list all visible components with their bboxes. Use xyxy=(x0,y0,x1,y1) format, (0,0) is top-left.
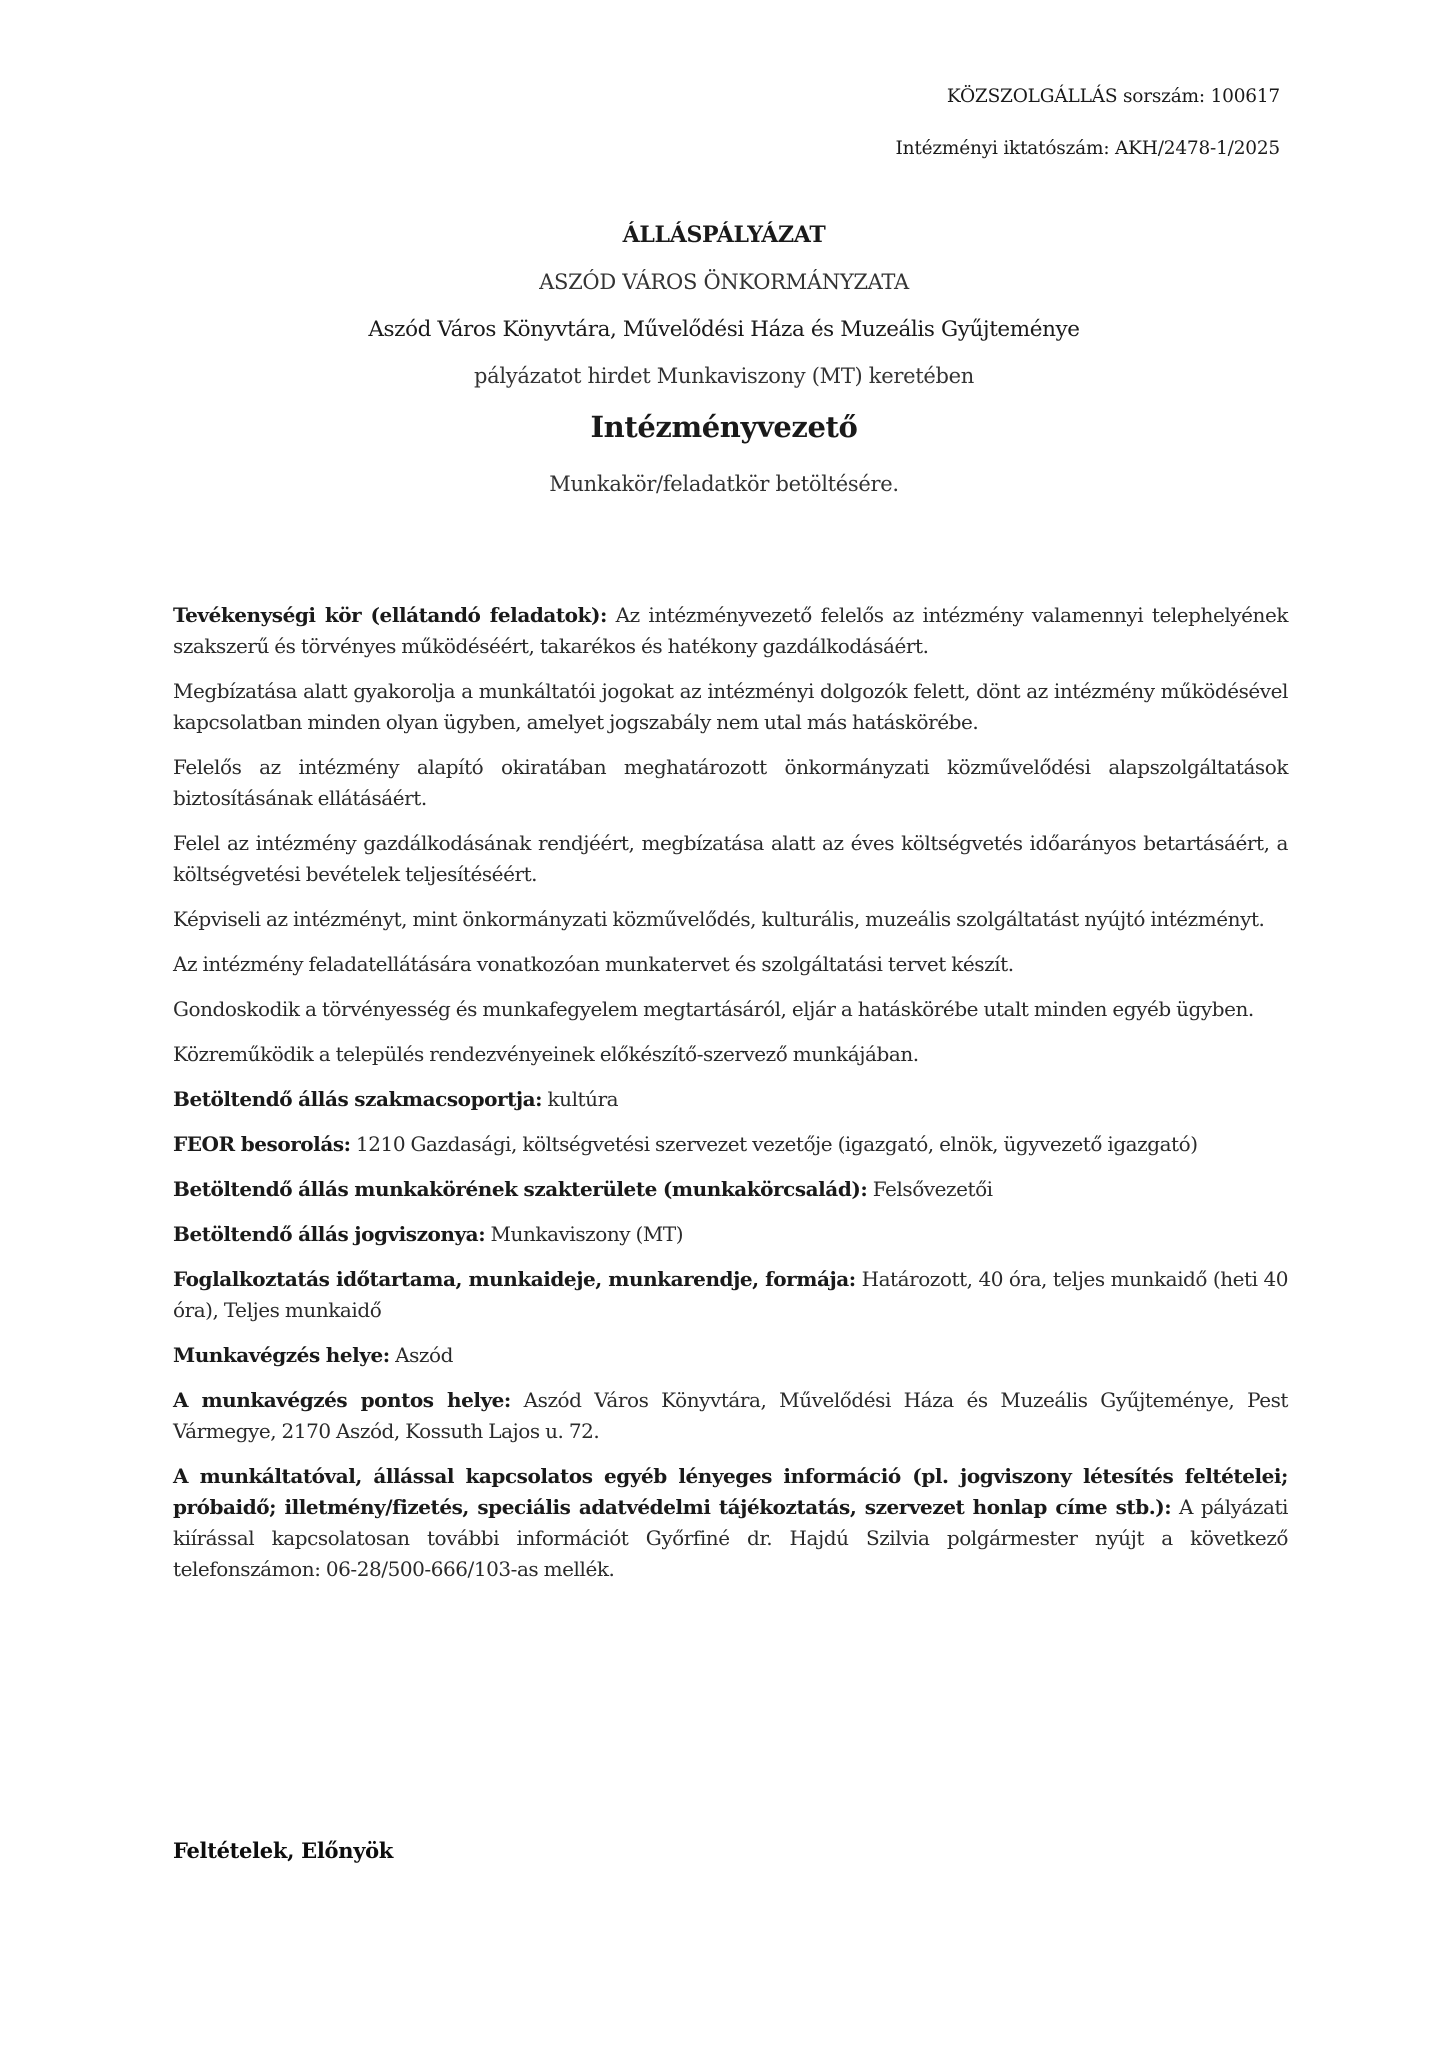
field-feor-classification xyxy=(173,1129,1288,1160)
institution-name: Aszód Város Könyvtára, Művelődési Háza és Muzeális Gyűjteménye xyxy=(368,317,1080,342)
field-job-family xyxy=(173,1174,1288,1205)
field-label: A munkavégzés pontos helye: xyxy=(173,1388,511,1412)
document-title: ÁLLÁSPÁLYÁZAT xyxy=(622,222,826,248)
service-serial-number: KÖZSZOLGÁLLÁS sorszám: 100617 xyxy=(946,86,1280,107)
duty-paragraph: Megbízatása alatt gyakorolja a munkáltatói jogokat az intézményi dolgozók felett, dönt az intézmény működésével kapcsolatban minden olyan ügyben, amelyet jogszabály nem utal más hatáskörébe. xyxy=(173,679,1288,734)
field-label: FEOR besorolás: xyxy=(173,1132,351,1156)
field-value: A pályázati kiírással kapcsolatosan további információt Győrfiné dr. Hajdú Szilvia polgármester nyújt a következő telefonszámon: 06-28/500-666/103-as mellék. xyxy=(173,1495,1289,1581)
field-employment-terms xyxy=(173,1264,1288,1326)
field-value: Felsővezetői xyxy=(867,1177,993,1201)
document-body xyxy=(173,600,1288,1599)
duties-label: Tevékenységi kör (ellátandó feladatok): xyxy=(173,603,607,627)
field-label: Betöltendő állás jogviszonya: xyxy=(173,1222,486,1246)
position-title: Intézményvezető xyxy=(590,410,858,444)
field-label: Foglalkoztatás időtartama, munkaideje, munkarendje, formája: xyxy=(173,1267,856,1291)
duties-intro-text: Az intézményvezető felelős az intézmény valamennyi telephelyének szakszerű és törvényes működéséért, takarékos és hatékony gazdálkodásáért. xyxy=(173,603,1288,658)
field-work-location xyxy=(173,1340,1288,1371)
field-label: Betöltendő állás szakmacsoportja: xyxy=(173,1087,543,1111)
field-professional-group xyxy=(173,1084,1288,1115)
field-exact-work-location xyxy=(173,1385,1288,1447)
field-label: Betöltendő állás munkakörének szakterülete (munkakörcsalád): xyxy=(173,1177,868,1201)
announcement-line: pályázatot hirdet Munkaviszony (MT) keretében xyxy=(474,364,974,388)
field-value: 1210 Gazdasági, költségvetési szervezet vezetője (igazgató, elnök, ügyvezető igazgató) xyxy=(350,1132,1198,1156)
field-label: Munkavégzés helye: xyxy=(173,1343,390,1367)
duty-paragraph: Felelős az intézmény alapító okiratában meghatározott önkormányzati közművelődési alapszolgáltatások biztosításának ellátásáért. xyxy=(173,755,1288,810)
duty-paragraph: Az intézmény feladatellátására vonatkozóan munkatervet és szolgáltatási tervet készít. xyxy=(173,952,1014,976)
field-value: Aszód Város Könyvtára, Művelődési Háza és Muzeális Gyűjteménye, Pest Vármegye, 2170 Aszód, Kossuth Lajos u. 72. xyxy=(173,1388,1288,1443)
field-label: A munkáltatóval, állással kapcsolatos egyéb lényeges információ (pl. jogviszony létesítés feltételei; próbaidő; illetmény/fizetés, speciális adatvédelmi tájékoztatás, szervezet honlap címe stb.): xyxy=(173,1464,1288,1519)
field-other-information xyxy=(173,1461,1288,1585)
field-value: Határozott, 40 óra, teljes munkaidő (heti 40 óra), Teljes munkaidő xyxy=(173,1267,1288,1322)
duty-paragraph: Gondoskodik a törvényesség és munkafegyelem megtartásáról, eljár a hatáskörébe utalt minden egyéb ügyben. xyxy=(173,997,1254,1021)
institutional-registration-number: Intézményi iktatószám: AKH/2478-1/2025 xyxy=(895,138,1280,159)
duty-paragraph: Képviseli az intézményt, mint önkormányzati közművelődés, kulturális, muzeális szolgáltatást nyújtó intézményt. xyxy=(173,907,1265,931)
field-legal-relationship xyxy=(173,1219,1288,1250)
conditions-advantages-heading: Feltételek, Előnyök xyxy=(173,1838,394,1863)
field-value: kultúra xyxy=(542,1087,619,1111)
purpose-line: Munkakör/feladatkör betöltésére. xyxy=(549,472,899,496)
field-value: Munkaviszony (MT) xyxy=(485,1222,684,1246)
field-value: Aszód xyxy=(389,1343,453,1367)
duties-intro-paragraph xyxy=(173,600,1288,662)
duty-paragraph: Felel az intézmény gazdálkodásának rendjéért, megbízatása alatt az éves költségvetés időarányos betartásáért, a költségvetési bevételek teljesítéséért. xyxy=(173,831,1288,886)
duty-paragraph: Közreműködik a település rendezvényeinek előkészítő-szervező munkájában. xyxy=(173,1042,919,1066)
organization-name: ASZÓD VÁROS ÖNKORMÁNYZATA xyxy=(539,270,909,294)
